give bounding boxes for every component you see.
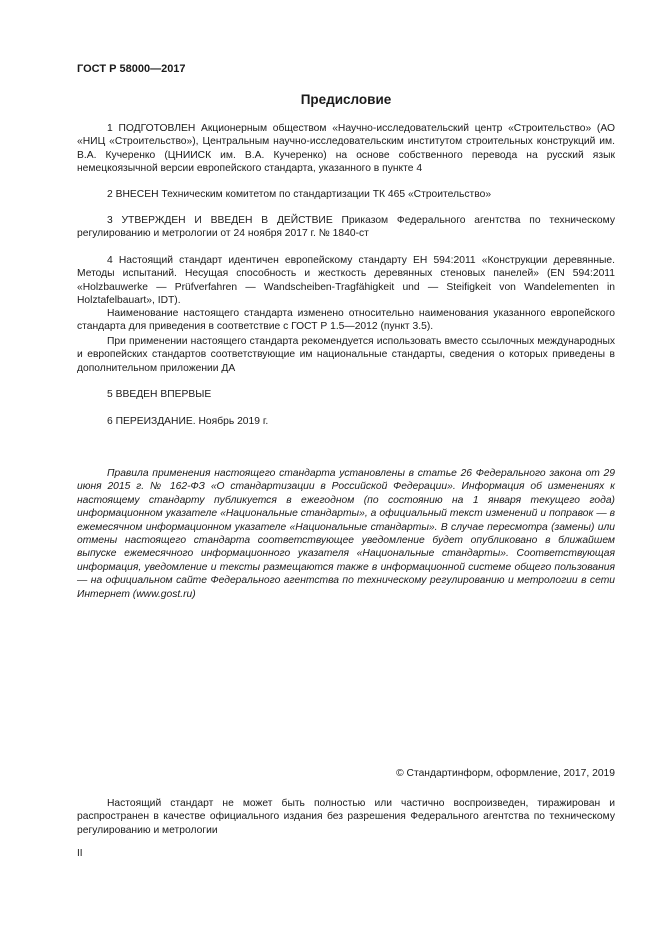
foreword-item-4-name-note: Наименование настоящего стандарта изменено относительно наименования указанного европейского стандарта для приведения в соответствие с ГОСТ Р 1.5—2012 (пункт 3.5).: [77, 308, 615, 333]
copyright-notice: © Стандартинформ, оформление, 2017, 2019: [396, 768, 615, 779]
application-notice: Правила применения настоящего стандарта установлены в статье 26 Федерального закона от 29 июня 2015 г. № 162-ФЗ «О стандартизации в Российской Федерации». Информация об изменениях к настоящему стандарту публикуется в ежегодном (по состоянию на 1 января текущего года) информационном указателе «Национальные стандарты», а официальный текст изменений и поправок — в ежемесячном информационном указателе «Национальные стандарты». В случае пересмотра (замены) или отмены настоящего стандарта соответствующее уведомление будет опубликовано в ближайшем выпуске ежемесячного информационного указателя «Национальные стандарты». Соответствующая информация, уведомление и тексты размещаются также в информационной системе общего пользования — на официальном сайте Федерального агентства по техническому регулированию и метрологии в сети Интернет (www.gost.ru): [77, 468, 615, 600]
foreword-item-3: 3 УТВЕРЖДЕН И ВВЕДЕН В ДЕЙСТВИЕ Приказом Федерального агентства по техническому регулированию и метрологии от 24 ноября 2017 г. № 1840-ст: [77, 215, 615, 240]
foreword-item-5: 5 ВВЕДЕН ВПЕРВЫЕ: [107, 389, 212, 400]
foreword-item-4: 4 Настоящий стандарт идентичен европейскому стандарту ЕН 594:2011 «Конструкции деревянные. Методы испытаний. Несущая способность и жесткость деревянных стеновых панелей» (EN 594:2011 «Holzbauwerke — Prüfverfahren — Wandscheiben-Tragfähigkeit und — Steifigkeit von Wandelementen in Holztafelbauart», IDT).: [77, 255, 615, 307]
page-title: Предисловие: [300, 92, 392, 107]
foreword-item-4-usage-note: При применении настоящего стандарта рекомендуется использовать вместо ссылочных международных и европейских стандартов соответствующие им национальные стандарты, сведения о которых приведены в дополнительном приложении ДА: [77, 336, 615, 374]
foreword-item-6: 6 ПЕРЕИЗДАНИЕ. Ноябрь 2019 г.: [107, 416, 269, 427]
foreword-item-1: 1 ПОДГОТОВЛЕН Акционерным обществом «Научно-исследовательский центр «Строительство» (АО «НИЦ «Строительство»), Центральным научно-исследовательским институтом строительных конструкций им. В.А. Кучеренко (ЦНИИСК им. В.А. Кучеренко) на основе собственного перевода на русский язык немецкоязычной версии европейского стандарта, указанного в пункте 4: [77, 123, 615, 175]
page-number: II: [77, 848, 83, 859]
reproduction-notice: Настоящий стандарт не может быть полностью или частично воспроизведен, тиражирован и распространен в качестве официального издания без разрешения Федерального агентства по техническому регулированию и метрологии: [77, 798, 615, 836]
foreword-item-2: 2 ВНЕСЕН Техническим комитетом по стандартизации ТК 465 «Строительство»: [107, 189, 492, 200]
document-code: ГОСТ Р 58000—2017: [77, 63, 186, 75]
